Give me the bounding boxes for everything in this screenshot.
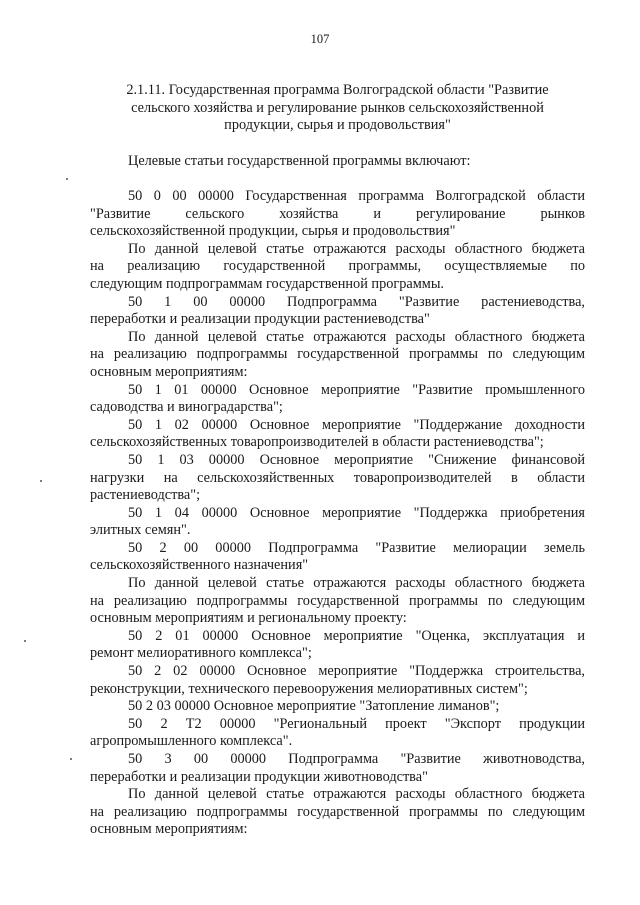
paragraph [90,663,585,698]
paragraph-line: 50 2 02 00000 Основное мероприятие "Поддержка строительства, [128,663,585,680]
paragraph-line: основным мероприятиям и региональному проекту: [90,610,407,627]
paragraph-line: По данной целевой статье отражаются расходы областного бюджета [128,575,585,592]
paragraph-line: сельскохозяйственных товаропроизводителей в области растениеводства"; [90,434,544,451]
paragraph [90,382,585,417]
paragraph-line: 50 2 Т2 00000 "Региональный проект "Экспорт продукции [128,715,585,732]
paragraph-line: 50 3 00 00000 Подпрограмма "Развитие животноводства, [128,751,585,767]
paragraph [90,188,585,241]
heading-line: сельского хозяйства и регулирование рынков сельскохозяйственной [131,99,544,116]
paragraph-line: По данной целевой статье отражаются расходы областного бюджета [128,786,585,803]
paragraph-line: 50 2 03 00000 Основное мероприятие "Затопление лиманов"; [128,698,500,715]
paragraph-line: 50 2 01 00000 Основное мероприятие "Оценка, эксплуатация и [128,627,585,644]
scan-speck [40,480,42,482]
paragraph [90,452,585,505]
paragraph [90,628,585,663]
paragraph-line: агропромышленного комплекса". [90,733,293,750]
paragraph [90,329,585,382]
paragraph-line: 50 2 00 00000 Подпрограмма "Развитие мелиорации земель [128,539,585,556]
paragraph-line: основным мероприятиям: [90,821,248,838]
paragraph-line: 50 1 04 00000 Основное мероприятие "Поддержка приобретения [128,504,585,521]
paragraph [90,716,585,751]
intro-text: Целевые статьи государственной программы включают: [128,153,471,169]
paragraph-line: 50 1 03 00000 Основное мероприятие "Снижение финансовой [128,451,585,468]
paragraph-line: "Развитие сельского хозяйства и регулирование рынков [90,205,585,222]
paragraph [90,241,585,294]
paragraph [90,417,585,452]
paragraph-line: переработки и реализации продукции животноводства" [90,768,428,785]
paragraph-line: реконструкции, технического перевооружения мелиоративных систем"; [90,680,528,697]
paragraph-line: ремонт мелиоративного комплекса"; [90,645,312,662]
paragraph [90,540,585,575]
paragraph-line: сельскохозяйственного назначения" [90,557,309,574]
paragraph [90,698,585,716]
paragraph-line: 50 1 01 00000 Основное мероприятие "Развитие промышленного [128,381,585,398]
paragraph [90,505,585,540]
section-heading [90,82,585,135]
paragraph-line: 50 1 00 00000 Подпрограмма "Развитие растениеводства, [128,293,585,310]
scan-speck [70,758,72,760]
document-body [90,188,585,839]
paragraph-line: на реализацию государственной программы, осуществляемые по [90,258,585,275]
paragraph-line: переработки и реализации продукции растениеводства" [90,311,430,328]
paragraph-line: на реализацию подпрограммы государственной программы по следующим [90,592,585,609]
paragraph-line: садоводства и виноградарства"; [90,399,283,416]
paragraph-line: сельскохозяйственной продукции, сырья и продовольствия" [90,223,456,240]
paragraph-line: нагрузки на сельскохозяйственных товаропроизводителей в области [90,469,585,486]
paragraph-line: элитных семян". [90,522,191,539]
paragraph-line: на реализацию подпрограммы государственной программы по следующим [90,346,585,363]
paragraph [90,294,585,329]
paragraph-line: следующим подпрограммам государственной программы. [90,275,445,292]
heading-line: 2.1.11. Государственная программа Волгоградской области "Развитие [126,82,549,98]
scan-speck [66,178,68,180]
paragraph-line: на реализацию подпрограммы государственной программы по следующим [90,803,585,820]
paragraph [90,575,585,628]
heading-line: продукции, сырья и продовольствия" [224,117,451,134]
paragraph-line: По данной целевой статье отражаются расходы областного бюджета [128,240,585,257]
paragraph-line: 50 1 02 00000 Основное мероприятие "Поддержание доходности [128,416,585,433]
scan-speck [24,640,26,642]
paragraph-line: По данной целевой статье отражаются расходы областного бюджета [128,328,585,345]
paragraph [90,751,585,786]
page-number: 107 [310,32,330,46]
paragraph-line: растениеводства"; [90,487,201,504]
paragraph-line: 50 0 00 00000 Государственная программа Волгоградской области [128,188,585,204]
paragraph-line: основным мероприятиям: [90,363,248,380]
paragraph [90,786,585,839]
